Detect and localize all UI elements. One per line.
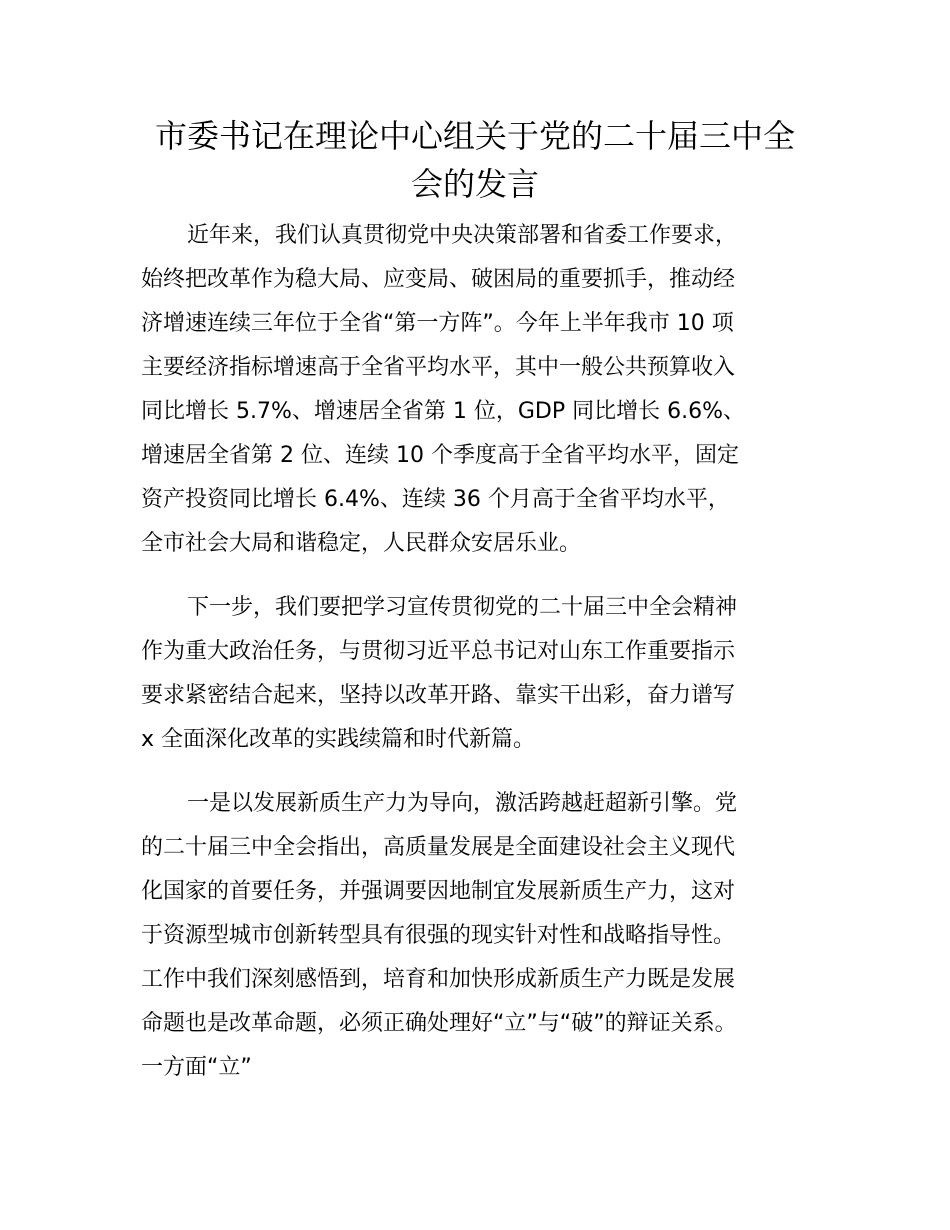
title-line: 会的发言 bbox=[410, 165, 539, 203]
paragraph-line: 同比增长 5.7%、增速居全省第 1 位，GDP 同比增长 6.6%、 bbox=[141, 399, 746, 424]
paragraph-2 bbox=[141, 586, 831, 762]
document-body bbox=[141, 214, 831, 1110]
paragraph-3 bbox=[141, 782, 831, 1090]
paragraph-line: 全市社会大局和谐稳定，人民群众安居乐业。 bbox=[141, 531, 582, 556]
paragraph-line: 命题也是改革命题，必须正确处理好“立”与“破”的辩证关系。 bbox=[141, 1011, 737, 1036]
paragraph-line: x 全面深化改革的实践续篇和时代新篇。 bbox=[141, 727, 536, 752]
paragraph-line: 一是以发展新质生产力为导向，激活跨越赶超新引擎。党 bbox=[187, 791, 738, 816]
paragraph-line: 要求紧密结合起来，坚持以改革开路、靠实干出彩，奋力谱写 bbox=[141, 683, 736, 708]
paragraph-line: 作为重大政治任务，与贯彻习近平总书记对山东工作重要指示 bbox=[141, 639, 736, 664]
paragraph-line: 济增速连续三年位于全省“第一方阵”。今年上半年我市 10 项 bbox=[141, 311, 734, 336]
paragraph-line: 下一步，我们要把学习宣传贯彻党的二十届三中全会精神 bbox=[187, 595, 738, 620]
title-line: 市委书记在理论中心组关于党的二十届三中全 bbox=[154, 117, 795, 155]
paragraph-line: 始终把改革作为稳大局、应变局、破困局的重要抓手，推动经 bbox=[141, 267, 736, 292]
paragraph-line: 增速居全省第 2 位、连续 10 个季度高于全省平均水平，固定 bbox=[141, 443, 739, 468]
paragraph-line: 化国家的首要任务，并强调要因地制宜发展新质生产力，这对 bbox=[141, 879, 736, 904]
paragraph-line: 近年来，我们认真贯彻党中央决策部署和省委工作要求， bbox=[187, 223, 738, 248]
paragraph-1 bbox=[141, 214, 831, 566]
paragraph-line: 资产投资同比增长 6.4%、连续 36 个月高于全省平均水平， bbox=[141, 487, 730, 512]
paragraph-line: 主要经济指标增速高于全省平均水平，其中一般公共预算收入 bbox=[141, 355, 736, 380]
paragraph-line: 于资源型城市创新转型具有很强的现实针对性和战略指导性。 bbox=[141, 923, 736, 948]
paragraph-line: 一方面“立” bbox=[141, 1055, 252, 1080]
paragraph-line: 工作中我们深刻感悟到，培育和加快形成新质生产力既是发展 bbox=[141, 967, 736, 992]
paragraph-line: 的二十届三中全会指出，高质量发展是全面建设社会主义现代 bbox=[141, 835, 736, 860]
document-title bbox=[120, 112, 830, 208]
